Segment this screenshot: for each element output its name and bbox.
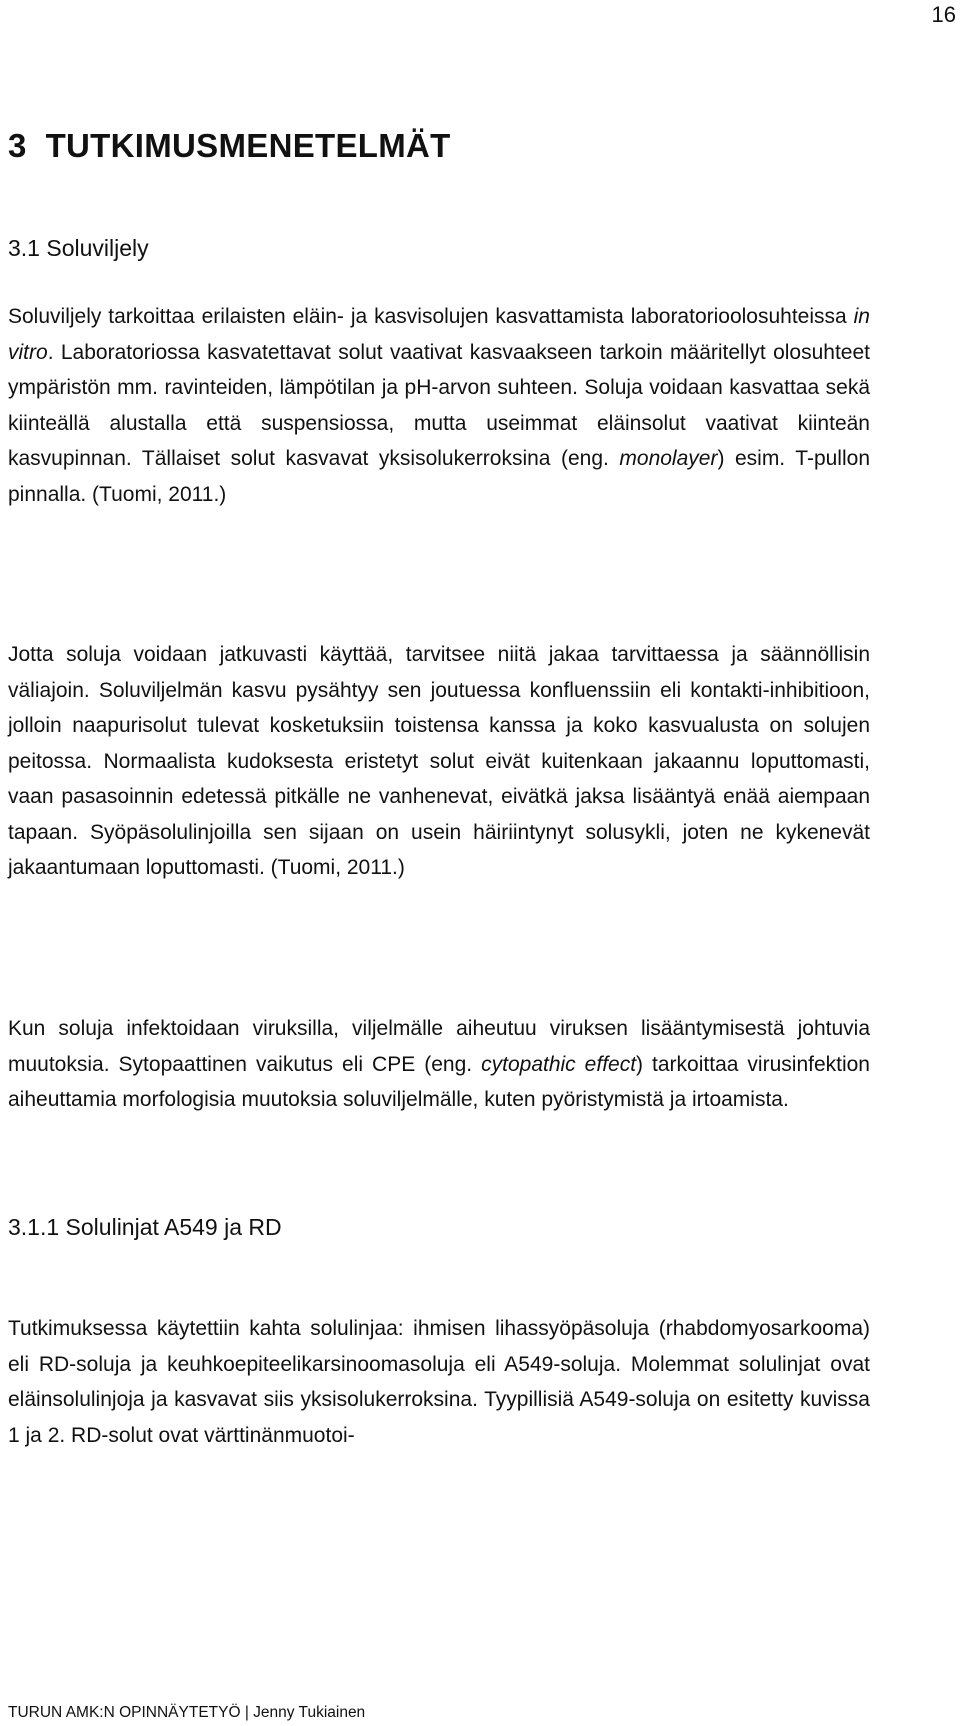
paragraph-text: . Laboratoriossa kasvatettavat solut vaativat kasvaakseen tarkoin määritellyt olosuhteet ympäristön mm. ravinteiden, lämpötilan ja pH-arvon suhteen. Soluja voidaan kasvattaa sekä kiinteällä alustalla että suspensiossa, mutta useimmat eläinsolut vaativat kiinteän kasvupinnan. Tällaiset solut kasvavat yksisolukerroksina (eng. <box>8 340 870 470</box>
subsection-number: 3.1.1 <box>8 1214 60 1240</box>
body-paragraph <box>8 637 870 886</box>
section-title: Soluviljely <box>46 235 149 261</box>
body-paragraph <box>8 1311 870 1453</box>
paragraph-text: Kun soluja infektoidaan viruksilla, viljelmälle aiheutuu viruksen lisääntymisestä johtuvia muutoksia. Sytopaattinen vaikutus eli CPE (eng. <box>8 1017 870 1076</box>
body-paragraph <box>8 299 870 512</box>
section-heading <box>8 234 149 262</box>
italic-term: in vitro <box>8 305 870 364</box>
paragraph-text: ) esim. T-pullon pinnalla. (Tuomi, 2011.) <box>8 447 871 506</box>
italic-term: monolayer <box>619 447 718 470</box>
section-number: 3.1 <box>8 235 40 261</box>
paragraph-text: ) tarkoittaa virusinfektion aiheuttamia morfologisia muutoksia soluviljelmälle, kuten pyöristymistä ja irtoamista. <box>8 1052 870 1111</box>
chapter-title <box>8 126 451 166</box>
paragraph-text: Soluviljely tarkoittaa erilaisten eläin- ja kasvisolujen kasvattamista laboratorioolosuhteissa <box>8 305 854 328</box>
subsection-heading <box>8 1213 282 1241</box>
subsection-title: Solulinjat A549 ja RD <box>65 1214 282 1240</box>
italic-term: cytopathic effect <box>481 1052 637 1076</box>
body-paragraph <box>8 1011 870 1118</box>
footer: TURUN AMK:N OPINNÄYTETYÖ | Jenny Tukiainen <box>8 1704 366 1721</box>
paragraph-text: Jotta soluja voidaan jatkuvasti käyttää, tarvitsee niitä jakaa tarvittaessa ja säännöllisin väliajoin. Soluviljelmän kasvu pysähtyy sen joutuessa konfluenssiin eli kontakti-inhibitioon, jolloin naapurisolut tulevat kosketuksiin toistensa kanssa ja koko kasvualusta on solujen peitossa. Normaalista kudoksesta eristetyt solut eivät kuitenkaan jakaannu loputtomasti, vaan pasasoinnin edetessä pitkälle ne vanhenevat, eivätkä jaksa lisääntyä enää aiempaan tapaan. Syöpäsolulinjoilla sen sijaan on usein häiriintynyt solusykli, joten ne kykenevät jakaantumaan loputtomasti. (Tuomi, 2011.) <box>8 643 870 879</box>
chapter-title-text: TUTKIMUSMENETELMÄT <box>45 127 451 164</box>
chapter-number: 3 <box>8 127 27 164</box>
paragraph-text: Tutkimuksessa käytettiin kahta solulinjaa: ihmisen lihassyöpäsoluja (rhabdomyosarkooma) eli RD-soluja ja keuhkoepiteelikarsinoomasoluja eli A549-soluja. Molemmat solulinjat ovat eläinsolulinjoja ja kasvavat siis yksisolukerroksina. Tyypillisiä A549-soluja on esitetty kuvissa 1 ja 2. RD-solut ovat värttinänmuotoi- <box>8 1317 870 1447</box>
page-number: 16 <box>931 2 956 27</box>
